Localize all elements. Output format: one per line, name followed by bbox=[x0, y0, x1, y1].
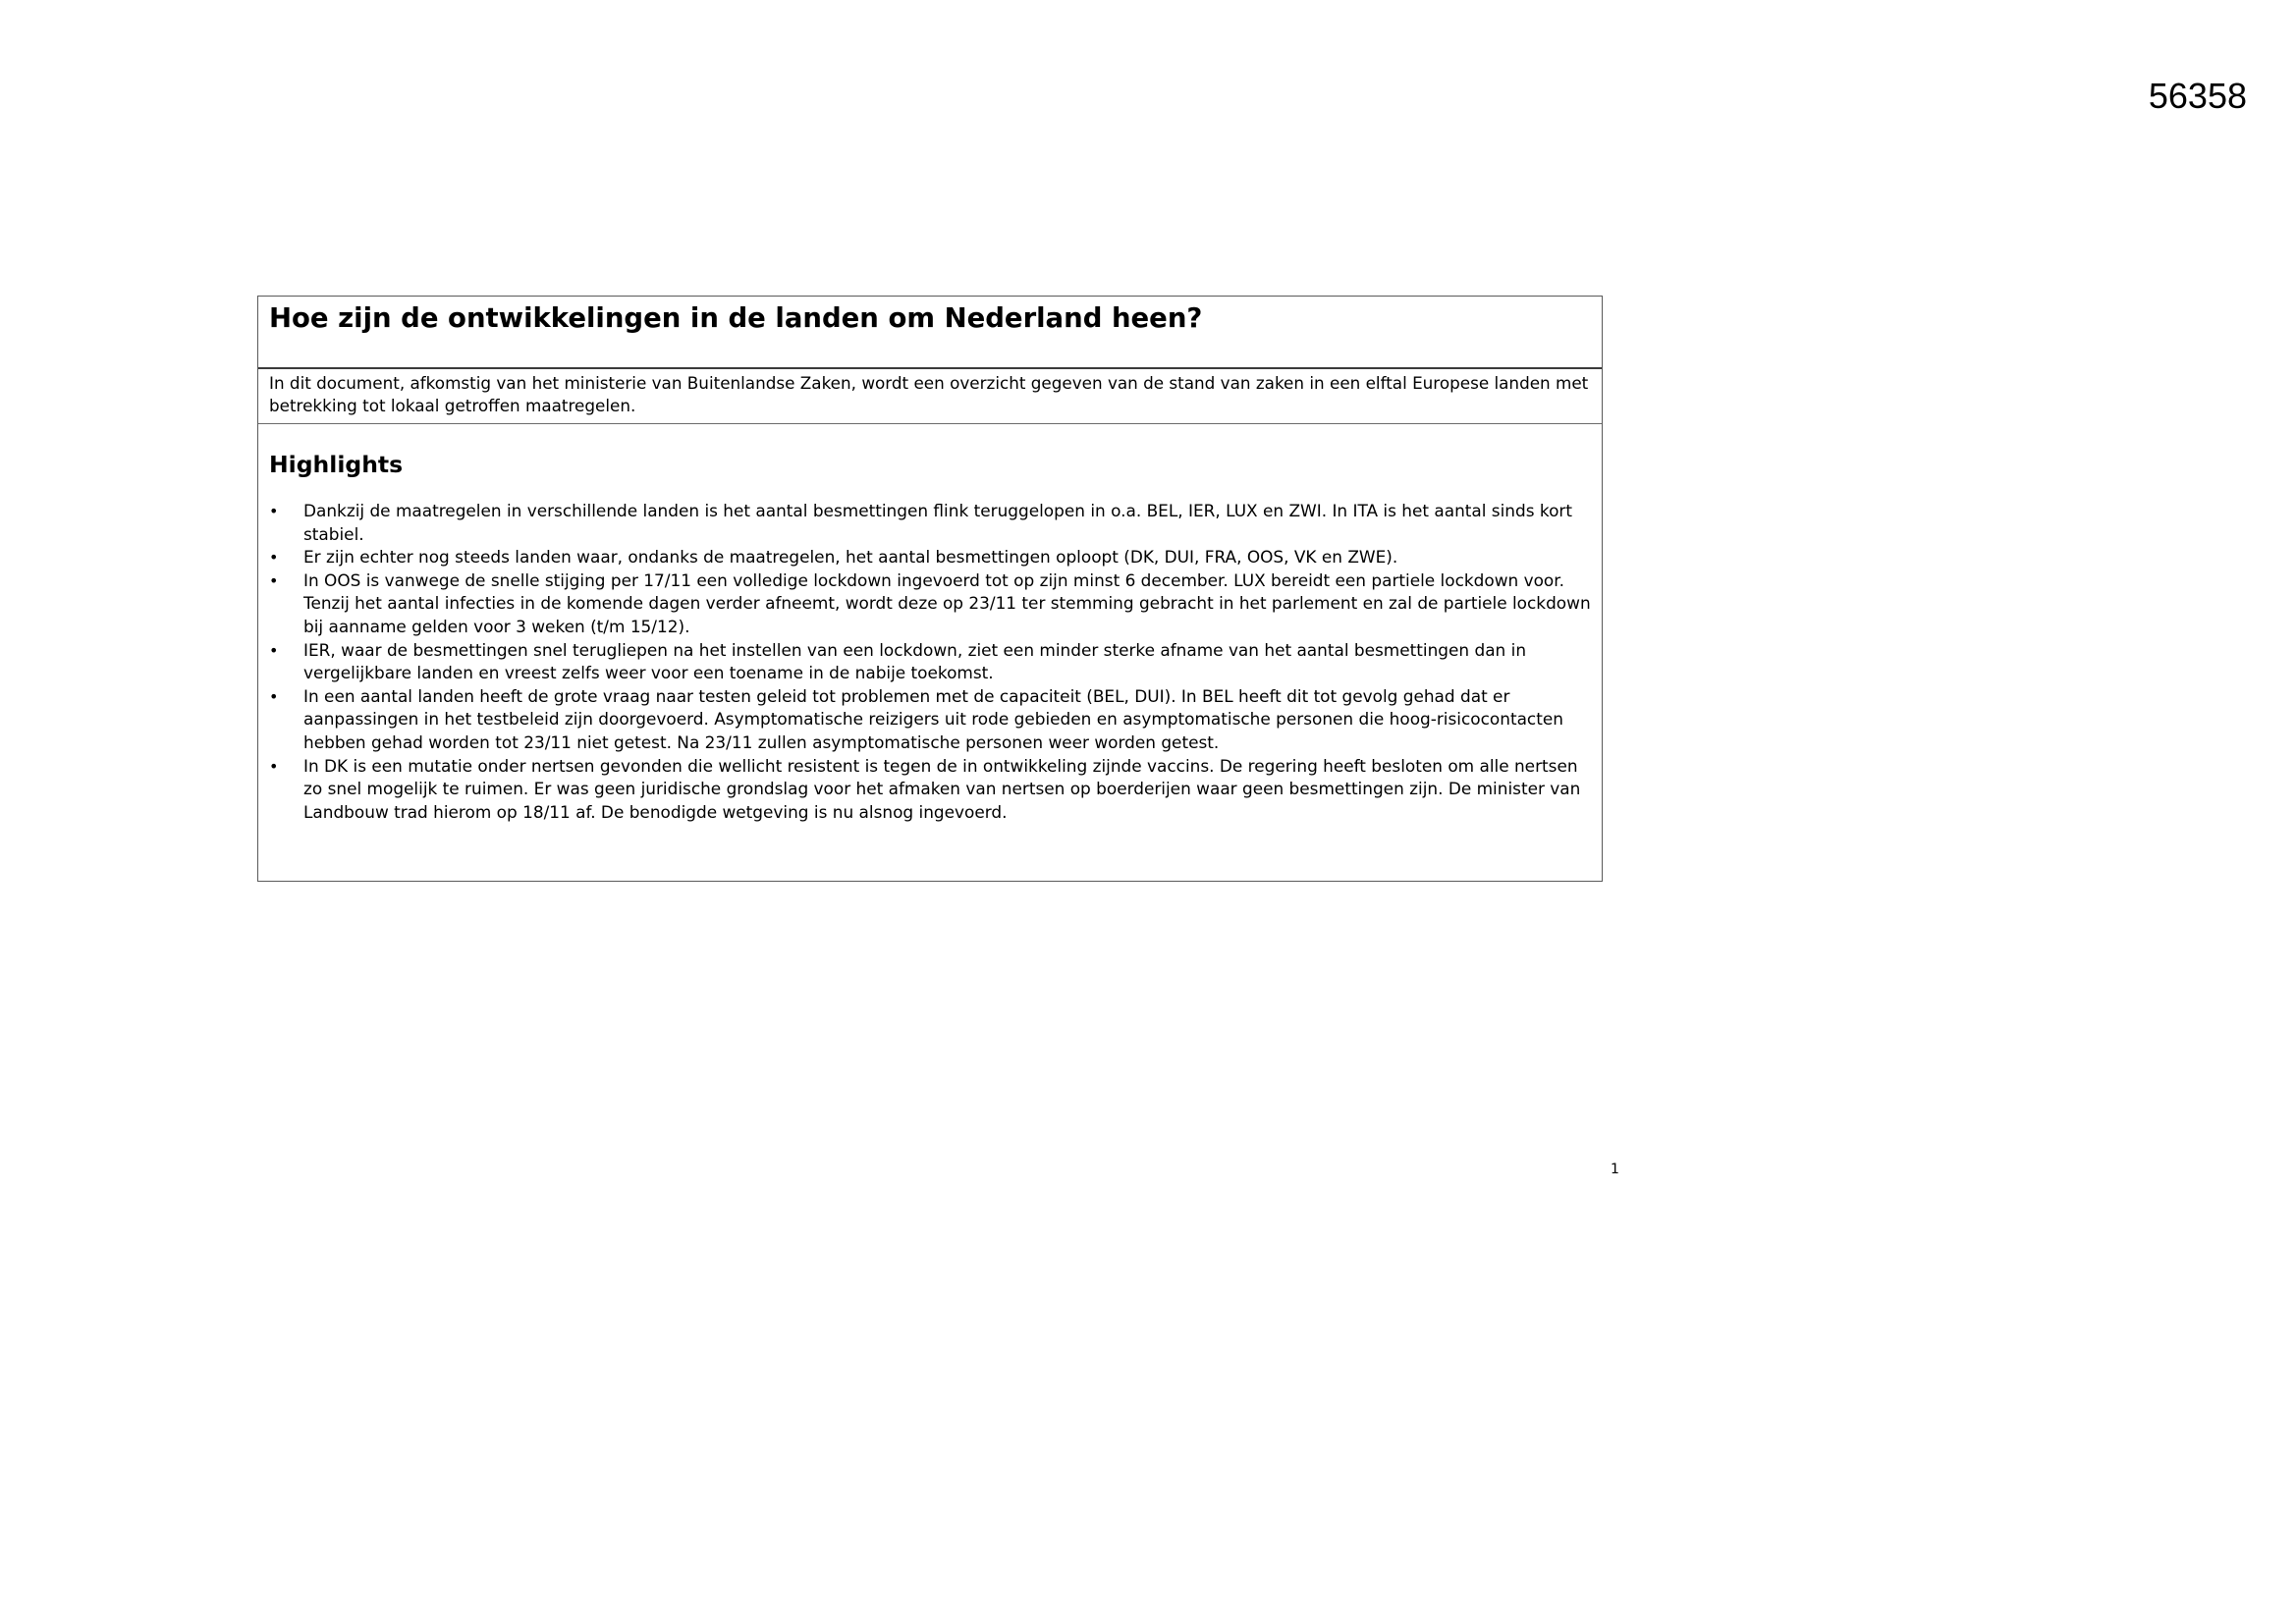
summary-box bbox=[257, 296, 1603, 882]
page-number: 1 bbox=[1611, 1162, 1619, 1177]
bullet-icon: • bbox=[269, 756, 279, 776]
bullet-icon: • bbox=[269, 686, 279, 706]
bullet-icon: • bbox=[269, 548, 279, 568]
highlight-text: Dankzij de maatregelen in verschillende landen is het aantal besmettingen flink teruggelopen in o.a. BEL, IER, LUX en ZWI. In ITA is het aantal sinds kort stabiel. bbox=[303, 501, 1572, 544]
intro-row bbox=[258, 369, 1602, 424]
highlight-item bbox=[269, 639, 1591, 685]
highlight-text: In een aantal landen heeft de grote vraag naar testen geleid tot problemen met de capaciteit (BEL, DUI). In BEL heeft dit tot gevolg gehad dat er aanpassingen in het testbeleid zijn doorgevoerd. Asymptomatische reizigers uit rode gebieden en asymptomatische personen die hoog-risicocontacten hebben gehad worden tot 23/11 niet getest. Na 23/11 zullen asymptomatische personen weer worden getest. bbox=[303, 685, 1563, 752]
title-row bbox=[258, 297, 1602, 369]
highlight-item bbox=[269, 500, 1591, 546]
highlights-list bbox=[269, 500, 1591, 824]
intro-text: In dit document, afkomstig van het ministerie van Buitenlandse Zaken, wordt een overzicht gegeven van de stand van zaken in een elftal Europese landen met betrekking tot lokaal getroffen maatregelen. bbox=[269, 373, 1589, 415]
highlights-title: Highlights bbox=[269, 451, 404, 478]
bullet-icon: • bbox=[269, 640, 279, 660]
highlight-text: In DK is een mutatie onder nertsen gevonden die wellicht resistent is tegen de in ontwikkeling zijnde vaccins. De regering heeft besloten om alle nertsen zo snel mogelijk te ruimen. Er was geen juridische grondslag voor het afmaken van nertsen op boerderijen waar geen besmettingen zijn. De minister van Landbouw trad hierom op 18/11 af. De benodigde wetgeving is nu alsnog ingevoerd. bbox=[303, 755, 1581, 822]
highlight-text: Er zijn echter nog steeds landen waar, ondanks de maatregelen, het aantal besmettingen oploopt (DK, DUI, FRA, OOS, VK en ZWE). bbox=[303, 547, 1398, 568]
section-title: Hoe zijn de ontwikkelingen in de landen om Nederland heen? bbox=[269, 302, 1203, 334]
highlight-item bbox=[269, 546, 1591, 569]
highlight-item bbox=[269, 685, 1591, 755]
highlight-text: IER, waar de besmettingen snel terugliepen na het instellen van een lockdown, ziet een minder sterke afname van het aantal besmettingen dan in vergelijkbare landen en vreest zelfs weer voor een toename in de nabije toekomst. bbox=[303, 639, 1527, 683]
document-number: 56358 bbox=[2148, 76, 2247, 116]
highlight-item bbox=[269, 755, 1591, 825]
bullet-icon: • bbox=[269, 570, 279, 590]
highlight-item bbox=[269, 569, 1591, 639]
highlights-section bbox=[258, 424, 1602, 824]
bullet-icon: • bbox=[269, 502, 279, 520]
highlight-text: In OOS is vanwege de snelle stijging per 17/11 een volledige lockdown ingevoerd tot op zijn minst 6 december. LUX bereidt een partiele lockdown voor. Tenzij het aantal infecties in de komende dagen verder afneemt, wordt deze op 23/11 ter stemming gebracht in het parlement en zal de partiele lockdown bij aanname gelden voor 3 weken (t/m 15/12). bbox=[303, 569, 1591, 636]
